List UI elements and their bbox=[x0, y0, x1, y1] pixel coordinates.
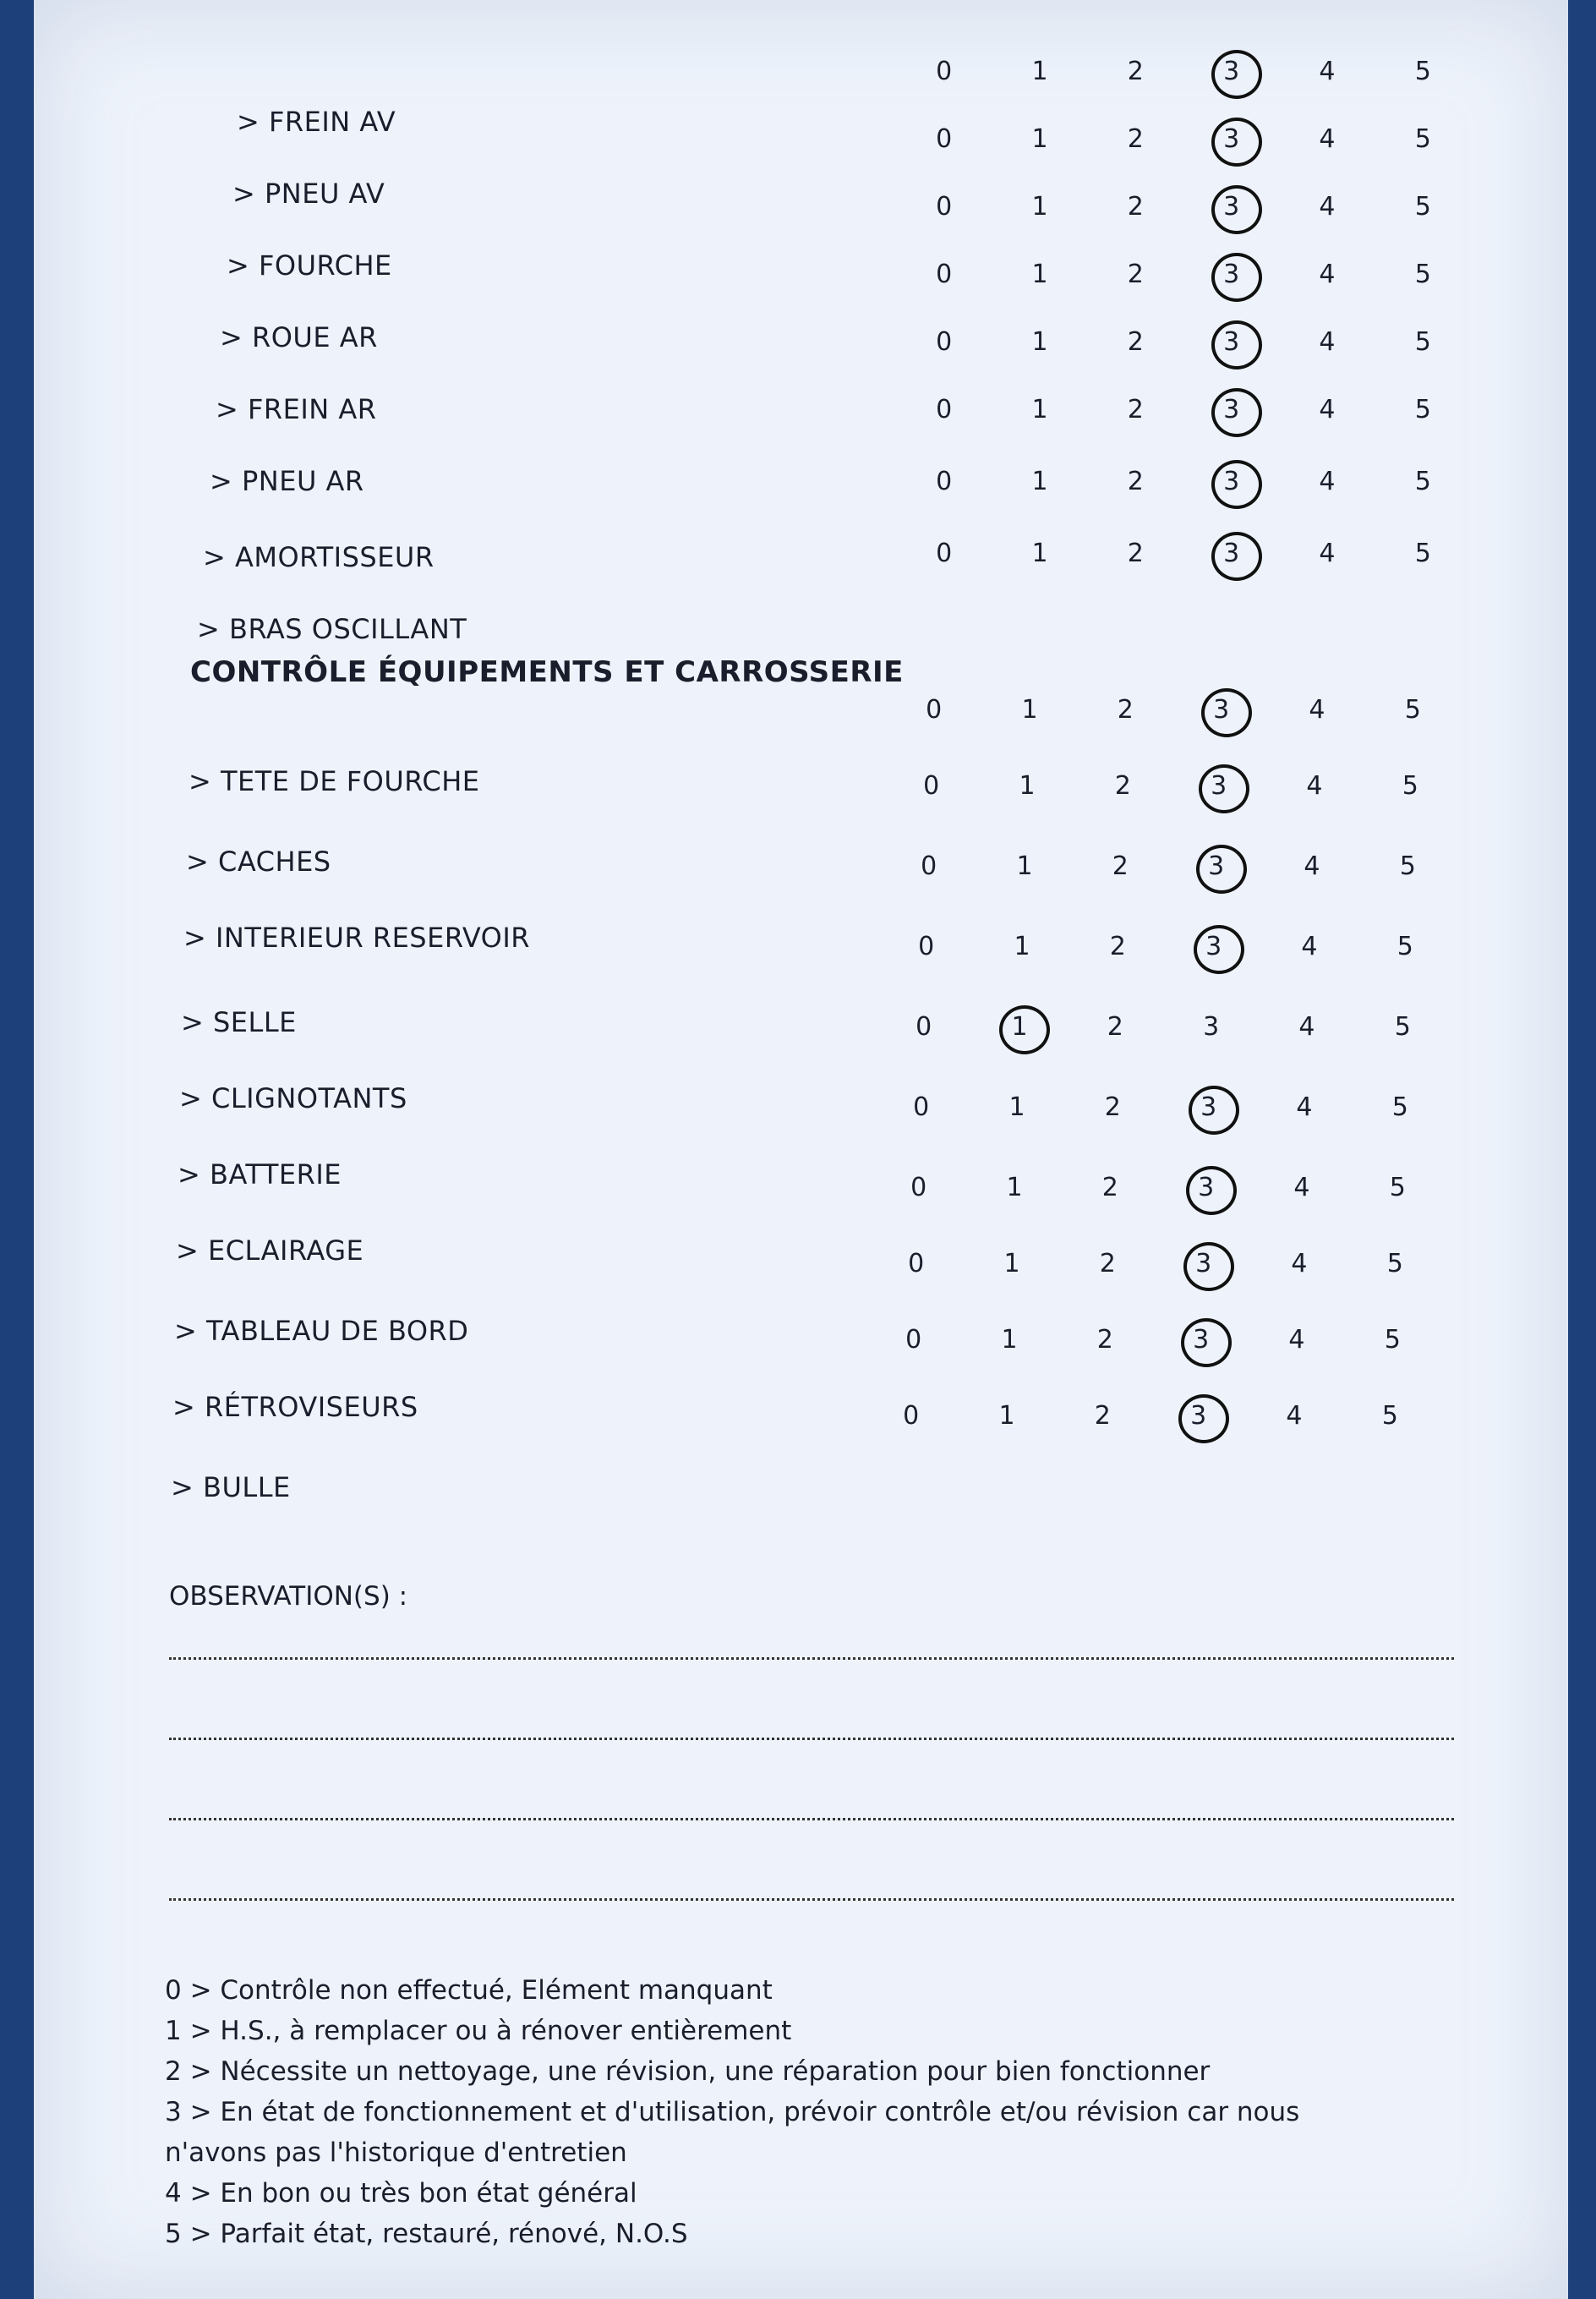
item-label: > BULLE bbox=[171, 1471, 291, 1503]
inspection-sheet bbox=[34, 0, 1568, 2299]
item-label: > TETE DE FOURCHE bbox=[189, 765, 480, 797]
item-label: > PNEU AV bbox=[232, 178, 385, 210]
rating-option: 0 bbox=[918, 932, 935, 961]
rating-option: 4 bbox=[1319, 57, 1336, 86]
rating-scale bbox=[883, 761, 1458, 812]
rating-option: 2 bbox=[1127, 124, 1144, 154]
rating-option: 1 bbox=[1031, 124, 1048, 154]
rating-option: 4 bbox=[1306, 771, 1323, 801]
rating-option: 2 bbox=[1104, 1092, 1121, 1122]
item-label: > BATTERIE bbox=[178, 1158, 342, 1191]
legend-line: 0 > Contrôle non effectué, Elément manquant bbox=[165, 1975, 773, 2006]
rating-option: 1 bbox=[1031, 192, 1048, 222]
rating-option: 1 bbox=[1031, 467, 1048, 496]
rating-option: 0 bbox=[910, 1173, 927, 1202]
legend-line: 1 > H.S., à remplacer ou à rénover entièrement bbox=[165, 2016, 792, 2046]
item-label: > ECLAIRAGE bbox=[176, 1234, 364, 1267]
observation-line bbox=[169, 1818, 1454, 1820]
rating-scale bbox=[896, 114, 1471, 165]
rating-option: 5 bbox=[1389, 1173, 1406, 1202]
rating-option: 1 bbox=[1031, 327, 1048, 357]
circled-rating: 3 bbox=[1168, 841, 1264, 892]
item-label: > FOURCHE bbox=[227, 249, 392, 282]
legend-line: 5 > Parfait état, restauré, rénové, N.O.S bbox=[165, 2219, 688, 2249]
rating-option: 2 bbox=[1099, 1249, 1116, 1278]
rating-option: 1 bbox=[1006, 1173, 1023, 1202]
rating-option: 5 bbox=[1414, 192, 1431, 222]
rating-option: 0 bbox=[936, 260, 953, 289]
rating-option: 2 bbox=[1127, 327, 1144, 357]
rating-option: 0 bbox=[936, 467, 953, 496]
rating-option: 1 bbox=[998, 1401, 1015, 1431]
rating-option: 4 bbox=[1319, 124, 1336, 154]
rating-option: 1 bbox=[1031, 57, 1048, 86]
legend-line: 2 > Nécessite un nettoyage, une révision, une réparation pour bien fonctionner bbox=[165, 2056, 1211, 2087]
rating-scale bbox=[871, 1163, 1446, 1213]
circled-rating: 3 bbox=[1183, 249, 1279, 300]
circled-rating: 3 bbox=[1158, 1163, 1254, 1213]
rating-option: 2 bbox=[1127, 467, 1144, 496]
rating-scale bbox=[873, 1082, 1448, 1133]
rating-option: 2 bbox=[1096, 1325, 1113, 1355]
rating-option: 5 bbox=[1396, 932, 1413, 961]
rating-option: 5 bbox=[1381, 1401, 1398, 1431]
rating-option: 0 bbox=[916, 1012, 932, 1042]
item-label: > ROUE AR bbox=[220, 321, 378, 353]
rating-option: 1 bbox=[1021, 695, 1038, 725]
circled-rating: 3 bbox=[1183, 317, 1279, 368]
rating-option: 4 bbox=[1288, 1325, 1305, 1355]
legend-line: 4 > En bon ou très bon état général bbox=[165, 2178, 637, 2209]
rating-option: 5 bbox=[1414, 395, 1431, 424]
rating-option: 3 bbox=[1203, 1012, 1220, 1042]
circled-rating: 3 bbox=[1166, 922, 1261, 972]
rating-option: 4 bbox=[1286, 1401, 1303, 1431]
rating-option: 4 bbox=[1319, 467, 1336, 496]
rating-option: 5 bbox=[1384, 1325, 1401, 1355]
circled-rating: 3 bbox=[1183, 528, 1279, 579]
rating-option: 4 bbox=[1304, 851, 1320, 881]
circled-rating: 3 bbox=[1183, 457, 1279, 507]
item-label: > INTERIEUR RESERVOIR bbox=[183, 922, 530, 954]
circled-rating: 3 bbox=[1183, 47, 1279, 97]
rating-option: 0 bbox=[921, 851, 937, 881]
rating-option: 2 bbox=[1127, 192, 1144, 222]
rating-option: 2 bbox=[1109, 932, 1126, 961]
rating-option: 5 bbox=[1414, 260, 1431, 289]
section-title: CONTRÔLE ÉQUIPEMENTS ET CARROSSERIE bbox=[190, 655, 904, 689]
circled-rating: 3 bbox=[1183, 114, 1279, 165]
observation-line bbox=[169, 1738, 1454, 1740]
rating-option: 4 bbox=[1301, 932, 1318, 961]
rating-scale bbox=[868, 1239, 1443, 1289]
rating-option: 4 bbox=[1319, 395, 1336, 424]
rating-option: 5 bbox=[1414, 124, 1431, 154]
item-label: > CLIGNOTANTS bbox=[179, 1082, 407, 1114]
item-label: > FREIN AV bbox=[237, 106, 396, 138]
rating-scale bbox=[886, 685, 1461, 736]
circled-rating: 1 bbox=[971, 1002, 1067, 1053]
rating-option: 2 bbox=[1094, 1401, 1111, 1431]
rating-scale bbox=[896, 47, 1471, 97]
rating-option: 0 bbox=[908, 1249, 925, 1278]
rating-scale bbox=[896, 457, 1471, 507]
rating-option: 5 bbox=[1414, 327, 1431, 357]
rating-scale bbox=[878, 922, 1453, 972]
rating-scale bbox=[881, 841, 1456, 892]
observations-label: OBSERVATION(S) : bbox=[169, 1581, 408, 1612]
rating-option: 0 bbox=[936, 327, 953, 357]
rating-scale bbox=[876, 1002, 1451, 1053]
rating-option: 0 bbox=[936, 395, 953, 424]
rating-option: 5 bbox=[1414, 467, 1431, 496]
rating-option: 5 bbox=[1391, 1092, 1408, 1122]
item-label: > TABLEAU DE BORD bbox=[174, 1315, 469, 1347]
circled-rating: 3 bbox=[1183, 385, 1279, 435]
rating-option: 5 bbox=[1399, 851, 1416, 881]
circled-rating: 3 bbox=[1151, 1391, 1246, 1442]
rating-option: 4 bbox=[1298, 1012, 1315, 1042]
circled-rating: 3 bbox=[1171, 761, 1266, 812]
item-label: > FREIN AR bbox=[216, 393, 377, 425]
rating-option: 2 bbox=[1114, 771, 1131, 801]
circled-rating: 3 bbox=[1173, 685, 1269, 736]
rating-option: 2 bbox=[1127, 539, 1144, 568]
rating-option: 4 bbox=[1319, 192, 1336, 222]
rating-option: 0 bbox=[913, 1092, 930, 1122]
rating-option: 2 bbox=[1127, 57, 1144, 86]
rating-option: 1 bbox=[1031, 395, 1048, 424]
item-label: > BRAS OSCILLANT bbox=[197, 613, 467, 645]
rating-option: 2 bbox=[1127, 260, 1144, 289]
rating-scale bbox=[896, 249, 1471, 300]
rating-option: 0 bbox=[903, 1401, 920, 1431]
rating-option: 4 bbox=[1319, 260, 1336, 289]
rating-option: 2 bbox=[1107, 1012, 1123, 1042]
rating-legend bbox=[165, 1970, 1433, 2254]
rating-option: 4 bbox=[1309, 695, 1325, 725]
rating-option: 4 bbox=[1293, 1173, 1310, 1202]
item-label: > SELLE bbox=[181, 1006, 297, 1038]
rating-scale bbox=[896, 528, 1471, 579]
rating-option: 1 bbox=[1031, 260, 1048, 289]
rating-option: 0 bbox=[936, 124, 953, 154]
circled-rating: 3 bbox=[1183, 182, 1279, 233]
rating-scale bbox=[866, 1315, 1440, 1366]
rating-option: 4 bbox=[1319, 539, 1336, 568]
rating-option: 4 bbox=[1291, 1249, 1308, 1278]
rating-option: 1 bbox=[1014, 932, 1030, 961]
rating-option: 0 bbox=[936, 57, 953, 86]
rating-option: 1 bbox=[1019, 771, 1036, 801]
rating-option: 2 bbox=[1117, 695, 1134, 725]
item-label: > CACHES bbox=[186, 846, 331, 878]
rating-scale bbox=[896, 182, 1471, 233]
rating-scale bbox=[863, 1391, 1438, 1442]
rating-option: 0 bbox=[936, 192, 953, 222]
rating-option: 1 bbox=[1003, 1249, 1020, 1278]
item-label: > PNEU AR bbox=[210, 465, 364, 497]
rating-option: 5 bbox=[1394, 1012, 1411, 1042]
observation-line bbox=[169, 1898, 1454, 1901]
rating-option: 0 bbox=[936, 539, 953, 568]
rating-option: 5 bbox=[1402, 771, 1418, 801]
rating-option: 1 bbox=[1031, 539, 1048, 568]
circled-rating: 3 bbox=[1156, 1239, 1251, 1289]
rating-option: 5 bbox=[1414, 539, 1431, 568]
circled-rating: 3 bbox=[1153, 1315, 1249, 1366]
rating-option: 1 bbox=[1016, 851, 1033, 881]
rating-option: 2 bbox=[1127, 395, 1144, 424]
legend-line: n'avons pas l'historique d'entretien bbox=[165, 2138, 627, 2168]
rating-option: 5 bbox=[1386, 1249, 1403, 1278]
rating-option: 0 bbox=[926, 695, 943, 725]
circled-rating: 3 bbox=[1161, 1082, 1256, 1133]
rating-option: 1 bbox=[1001, 1325, 1018, 1355]
observation-line bbox=[169, 1657, 1454, 1660]
rating-option: 0 bbox=[923, 771, 940, 801]
item-label: > AMORTISSEUR bbox=[203, 541, 435, 573]
rating-scale bbox=[896, 317, 1471, 368]
rating-option: 1 bbox=[1008, 1092, 1025, 1122]
rating-option: 4 bbox=[1319, 327, 1336, 357]
legend-line: 3 > En état de fonctionnement et d'utilisation, prévoir contrôle et/ou révision car nous bbox=[165, 2097, 1300, 2127]
rating-scale bbox=[896, 385, 1471, 435]
rating-option: 0 bbox=[905, 1325, 922, 1355]
rating-option: 2 bbox=[1112, 851, 1129, 881]
rating-option: 4 bbox=[1296, 1092, 1313, 1122]
rating-option: 2 bbox=[1101, 1173, 1118, 1202]
item-label: > RÉTROVISEURS bbox=[172, 1391, 418, 1423]
rating-option: 5 bbox=[1414, 57, 1431, 86]
rating-option: 5 bbox=[1404, 695, 1421, 725]
